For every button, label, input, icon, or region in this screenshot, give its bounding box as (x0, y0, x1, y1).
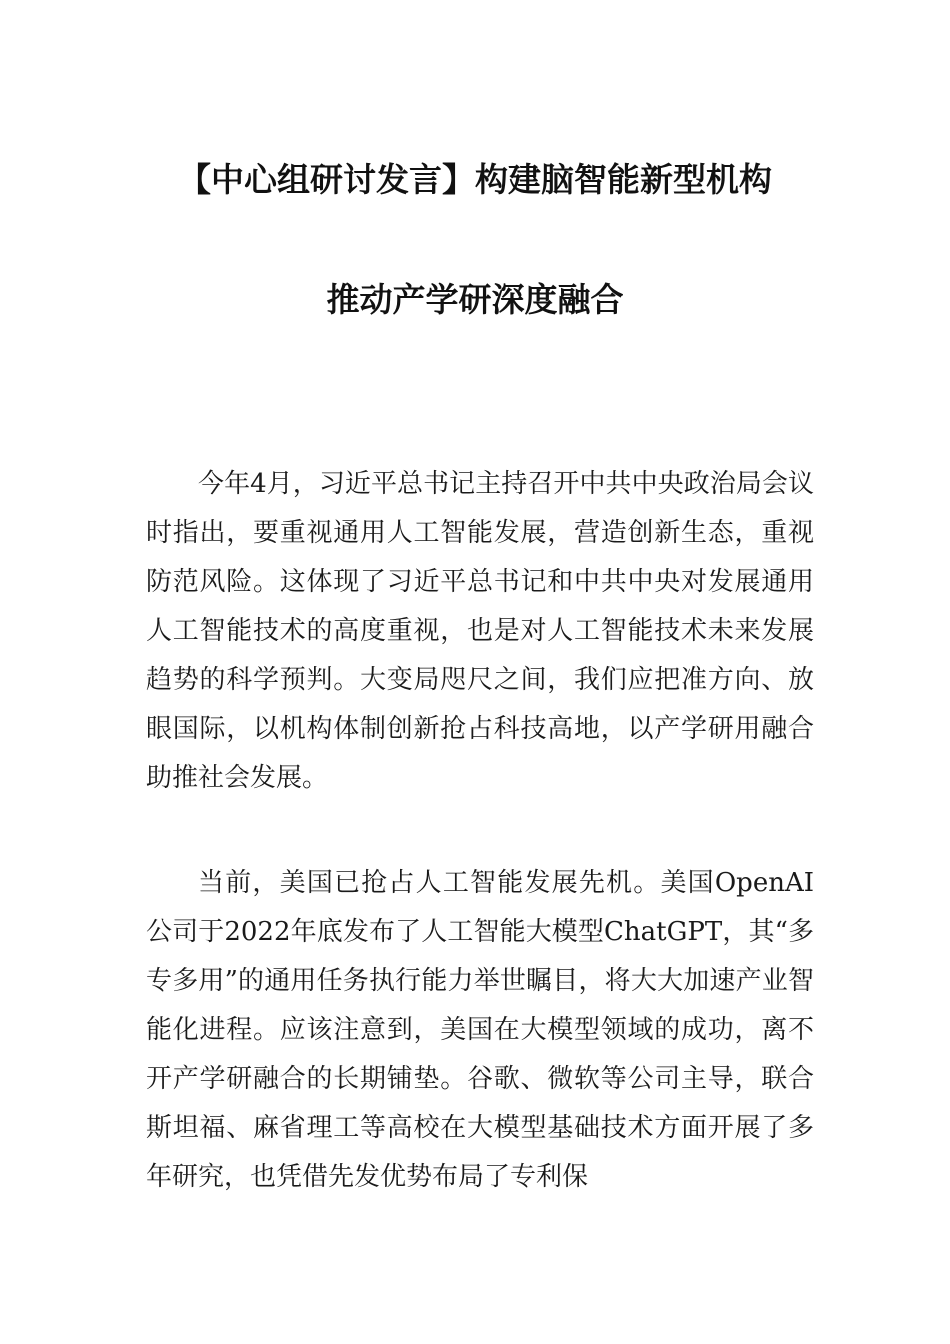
document-title-line-1: 【中心组研讨发言】构建脑智能新型机构 (178, 160, 772, 199)
document-title-line-2: 推动产学研深度融合 (326, 280, 624, 319)
body-paragraph-1: 今年4月，习近平总书记主持召开中共中央政治局会议时指出，要重视通用人工智能发展，营造创新生态，重视防范风险。这体现了习近平总书记和中共中央对发展通用人工智能技术的高度重视，也是对人工智能技术未来发展趋势的科学预判。大变局咫尺之间，我们应把准方向、放眼国际，以机构体制创新抢占科技高地，以产学研用融合助推社会发展。 (146, 469, 814, 793)
body-paragraph-2: 当前，美国已抢占人工智能发展先机。美国OpenAI公司于2022年底发布了人工智能大模型ChatGPT，其“多专多用”的通用任务执行能力举世瞩目，将大大加速产业智能化进程。应该注意到，美国在大模型领域的成功，离不开产学研融合的长期铺垫。谷歌、微软等公司主导，联合斯坦福、麻省理工等高校在大模型基础技术方面开展了多年研究，也凭借先发优势布局了专利保 (146, 868, 814, 1192)
